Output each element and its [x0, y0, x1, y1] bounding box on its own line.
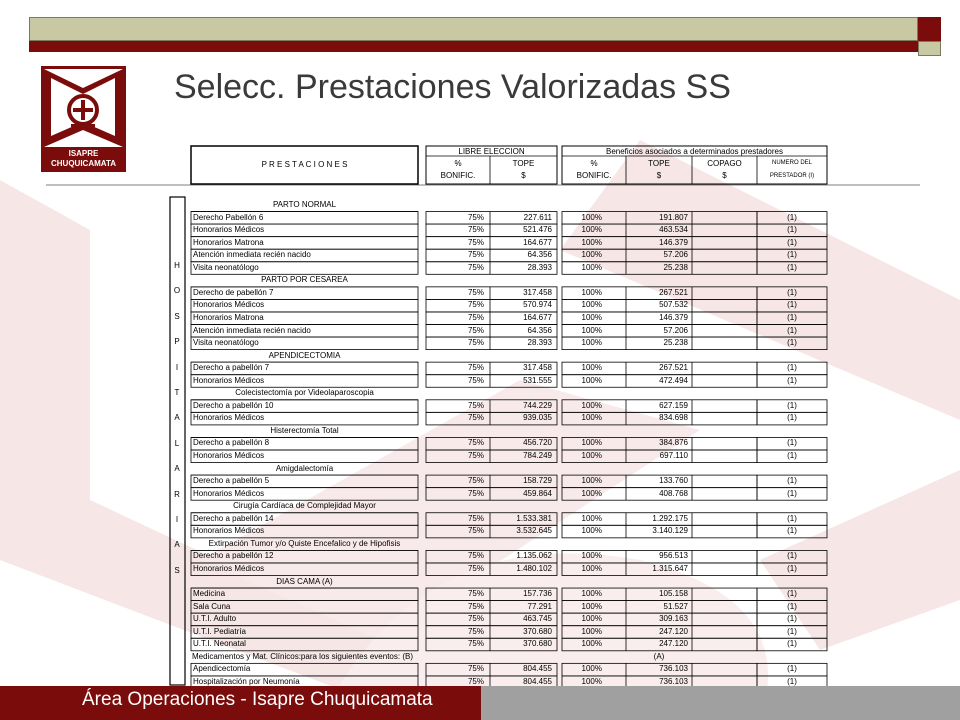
row-label: Visita neonatólogo	[193, 338, 259, 348]
row-numero: (1)	[787, 312, 797, 322]
row-numero: (1)	[787, 325, 797, 335]
row-label: Atención inmediata recién nacido	[193, 250, 311, 260]
row-pct-libre: 75%	[467, 413, 484, 423]
section-title: Amigdalectomía	[275, 463, 334, 473]
row-pct-libre: 75%	[467, 312, 484, 322]
row-pct-benef: 100%	[581, 563, 602, 573]
row-pct-libre: 75%	[467, 375, 484, 385]
row-pct-benef: 100%	[581, 476, 602, 486]
row-tope-libre: 370.680	[523, 626, 552, 636]
row-tope-libre: 28.393	[527, 262, 552, 272]
header-pct-a: %	[454, 159, 462, 168]
row-tope-libre: 28.393	[527, 338, 552, 348]
row-tope-benef: 267.521	[659, 363, 688, 373]
row-pct-benef: 100%	[581, 601, 602, 611]
row-numero: (1)	[787, 526, 797, 536]
row-numero: (1)	[787, 563, 797, 573]
row-pct-libre: 75%	[467, 563, 484, 573]
row-tope-libre: 463.745	[523, 614, 552, 624]
row-label: Derecho a pabellón 12	[193, 551, 274, 561]
row-tope-libre: 77.291	[527, 601, 552, 611]
row-numero: (1)	[787, 400, 797, 410]
row-pct-libre: 75%	[467, 400, 484, 410]
row-pct-benef: 100%	[581, 589, 602, 599]
header-bonific-a: BONIFIC.	[440, 171, 476, 180]
row-numero: (1)	[787, 250, 797, 260]
row-tope-benef: 1.315.647	[652, 563, 688, 573]
footer-text: Área Operaciones - Isapre Chuquicamata	[82, 689, 433, 710]
row-tope-benef: 736.103	[659, 676, 688, 686]
row-tope-libre: 64.356	[527, 250, 552, 260]
row-tope-libre: 317.458	[523, 287, 552, 297]
section-title: Cirugía Cardíaca de Complejidad Mayor	[233, 501, 376, 511]
row-pct-benef: 100%	[581, 338, 602, 348]
row-pct-benef: 100%	[581, 262, 602, 272]
row-pct-benef: 100%	[581, 237, 602, 247]
row-label: Derecho a pabellón 10	[193, 400, 274, 410]
row-pct-benef: 100%	[581, 513, 602, 523]
header-pct-b: %	[590, 159, 598, 168]
row-tope-benef: 3.140.129	[652, 526, 688, 536]
row-tope-benef: 57.206	[663, 325, 688, 335]
row-pct-benef: 100%	[581, 250, 602, 260]
row-pct-libre: 75%	[467, 338, 484, 348]
row-pct-libre: 75%	[467, 526, 484, 536]
row-label: Honorarios Médicos	[193, 300, 265, 310]
row-tope-benef: 408.768	[659, 488, 688, 498]
row-tope-libre: 804.455	[523, 664, 552, 674]
side-letter: A	[174, 540, 180, 550]
row-numero: (1)	[787, 476, 797, 486]
row-label: Honorarios Médicos	[193, 451, 265, 460]
side-letter: S	[174, 565, 180, 575]
row-pct-benef: 100%	[581, 287, 602, 297]
row-pct-libre: 75%	[467, 237, 484, 247]
footer-bar-right	[481, 686, 960, 720]
row-tope-libre: 521.476	[523, 225, 552, 235]
row-tope-benef: 247.120	[659, 626, 688, 636]
side-letter: O	[173, 286, 181, 296]
header-bonific-b: BONIFIC.	[576, 171, 612, 180]
row-label: Derecho a pabellón 14	[193, 513, 274, 523]
row-pct-libre: 75%	[467, 639, 484, 649]
row-tope-benef: 51.527	[663, 601, 688, 611]
row-pct-benef: 100%	[581, 413, 602, 423]
row-pct-benef: 100%	[581, 639, 602, 649]
row-label: Derecho de pabellón 7	[193, 287, 274, 297]
row-pct-libre: 75%	[467, 250, 484, 260]
header-prestador: PRESTADOR (I)	[769, 173, 815, 179]
note-flag: (A)	[653, 651, 665, 661]
header-prestaciones: P R E S T A C I O N E S	[261, 160, 348, 169]
section-title: Extirpación Tumor y/o Quiste Encefalico y de Hipofisis	[208, 538, 401, 548]
row-tope-benef: 25.238	[663, 338, 688, 348]
header-libre-eleccion: LIBRE ELECCION	[458, 147, 525, 156]
row-label: Apendicectomía	[193, 664, 251, 674]
row-tope-libre: 804.455	[523, 676, 552, 686]
row-tope-benef: 25.238	[663, 262, 688, 272]
row-label: Honorarios Matrona	[193, 237, 264, 247]
row-numero: (1)	[787, 601, 797, 611]
side-letter: T	[174, 388, 180, 397]
row-tope-benef: 247.120	[659, 639, 688, 649]
row-pct-benef: 100%	[581, 551, 602, 561]
row-pct-benef: 100%	[581, 488, 602, 498]
row-tope-benef: 463.534	[659, 225, 688, 235]
row-numero: (1)	[787, 212, 797, 222]
row-numero: (1)	[787, 589, 797, 599]
row-pct-libre: 75%	[467, 212, 484, 222]
row-pct-benef: 100%	[581, 300, 602, 310]
row-pct-libre: 75%	[467, 614, 484, 624]
row-tope-benef: 146.379	[659, 312, 688, 322]
row-label: U.T.I. Adulto	[193, 614, 237, 624]
side-letter: L	[174, 438, 180, 448]
row-label: Honorarios Médicos	[193, 375, 265, 385]
row-pct-benef: 100%	[581, 451, 602, 460]
row-label: Hospitalización por Neumonía	[193, 676, 300, 686]
row-numero: (1)	[787, 639, 797, 649]
row-tope-benef: 834.698	[659, 413, 688, 423]
row-numero: (1)	[787, 363, 797, 373]
side-letter: A	[174, 413, 180, 423]
row-tope-benef: 146.379	[659, 237, 688, 247]
row-tope-libre: 784.249	[523, 451, 552, 460]
row-label: Derecho a pabellón 8	[193, 438, 270, 448]
side-letter: I	[175, 362, 179, 372]
row-tope-libre: 570.974	[523, 300, 552, 310]
row-tope-libre: 157.736	[523, 589, 552, 599]
section-title: APENDICECTOMIA	[268, 350, 341, 360]
row-pct-libre: 75%	[467, 601, 484, 611]
row-numero: (1)	[787, 551, 797, 561]
row-label: Honorarios Médicos	[193, 563, 265, 573]
side-letter: P	[174, 337, 180, 347]
row-tope-libre: 1.480.102	[516, 563, 552, 573]
row-tope-libre: 939.035	[523, 413, 552, 423]
row-tope-benef: 697.110	[659, 451, 688, 460]
row-numero: (1)	[787, 375, 797, 385]
row-pct-libre: 75%	[467, 664, 484, 674]
section-title: PARTO POR CESAREA	[261, 275, 348, 285]
row-tope-libre: 1.533.381	[516, 513, 552, 523]
row-label: Honorarios Médicos	[193, 225, 265, 235]
row-label: Derecho a pabellón 7	[193, 363, 270, 373]
row-label: Honorarios Matrona	[193, 312, 264, 322]
row-label: Derecho a pabellón 5	[193, 476, 270, 486]
row-tope-libre: 227.611	[523, 212, 552, 222]
header-dollar-c: $	[722, 171, 727, 180]
row-tope-benef: 384.876	[659, 438, 688, 448]
row-pct-benef: 100%	[581, 400, 602, 410]
row-numero: (1)	[787, 413, 797, 423]
row-pct-libre: 75%	[467, 300, 484, 310]
row-pct-benef: 100%	[581, 212, 602, 222]
row-tope-libre: 164.677	[523, 237, 552, 247]
row-tope-libre: 164.677	[523, 312, 552, 322]
row-label: Honorarios Médicos	[193, 413, 265, 423]
row-tope-libre: 456.720	[523, 438, 552, 448]
row-pct-benef: 100%	[581, 325, 602, 335]
side-letter: H	[174, 261, 180, 270]
row-numero: (1)	[787, 488, 797, 498]
row-label: Honorarios Médicos	[193, 488, 265, 498]
row-label: Atención inmediata recién nacido	[193, 325, 311, 335]
page-title: Selecc. Prestaciones Valorizadas SS	[174, 68, 731, 106]
logo-line2: CHUQUICAMATA	[50, 159, 117, 168]
row-pct-benef: 100%	[581, 664, 602, 674]
row-tope-benef: 627.159	[659, 400, 688, 410]
row-pct-libre: 75%	[467, 476, 484, 486]
row-tope-libre: 158.729	[523, 476, 552, 486]
row-pct-libre: 75%	[467, 287, 484, 297]
row-pct-benef: 100%	[581, 363, 602, 373]
row-numero: (1)	[787, 664, 797, 674]
row-tope-benef: 267.521	[659, 287, 688, 297]
row-tope-benef: 105.158	[659, 589, 688, 599]
row-tope-libre: 1.135.062	[516, 551, 552, 561]
note-text: Medicamentos y Mat. Clínicos:para los siguientes eventos: (B)	[192, 651, 413, 661]
header-tope-a: TOPE	[512, 159, 535, 168]
row-numero: (1)	[787, 237, 797, 247]
row-numero: (1)	[787, 676, 797, 686]
row-label: Medicina	[193, 589, 226, 599]
row-pct-benef: 100%	[581, 225, 602, 235]
row-tope-libre: 459.864	[523, 488, 552, 498]
row-tope-benef: 736.103	[659, 664, 688, 674]
side-letter: A	[174, 464, 180, 474]
row-label: Sala Cuna	[193, 601, 231, 611]
row-tope-benef: 191.807	[659, 212, 688, 222]
row-numero: (1)	[787, 287, 797, 297]
row-tope-libre: 531.555	[523, 375, 552, 385]
row-tope-benef: 57.206	[663, 250, 688, 260]
section-title: PARTO NORMAL	[272, 200, 337, 209]
header-copago: COPAGO	[707, 159, 742, 168]
row-pct-benef: 100%	[581, 312, 602, 322]
row-tope-benef: 1.292.175	[652, 513, 688, 523]
row-numero: (1)	[787, 451, 797, 460]
side-letter: S	[174, 311, 180, 321]
row-pct-libre: 75%	[467, 513, 484, 523]
header-tope-b: TOPE	[648, 159, 670, 168]
row-pct-libre: 75%	[467, 325, 484, 335]
row-pct-libre: 75%	[467, 551, 484, 561]
row-label: U.T.I. Pediatría	[193, 626, 246, 636]
row-numero: (1)	[787, 338, 797, 348]
row-numero: (1)	[787, 438, 797, 448]
row-pct-libre: 75%	[467, 488, 484, 498]
row-pct-libre: 75%	[467, 451, 484, 460]
header-numero: NUMERO DEL	[771, 160, 812, 166]
row-numero: (1)	[787, 300, 797, 310]
row-pct-libre: 75%	[467, 626, 484, 636]
row-label: Visita neonatólogo	[193, 262, 259, 272]
row-numero: (1)	[787, 614, 797, 624]
row-pct-benef: 100%	[581, 375, 602, 385]
section-title: DIAS CAMA (A)	[276, 576, 333, 586]
row-tope-libre: 64.356	[527, 325, 552, 335]
row-pct-benef: 100%	[581, 438, 602, 448]
row-tope-libre: 317.458	[523, 363, 552, 373]
row-tope-benef: 133.760	[659, 476, 688, 486]
logo-line1: ISAPRE	[68, 149, 99, 158]
row-tope-benef: 309.163	[659, 614, 688, 624]
row-tope-libre: 370.680	[523, 639, 552, 649]
section-title: Colecistectomía por Videolaparoscopia	[235, 388, 374, 398]
header-dollar-a: $	[521, 171, 526, 180]
section-title: Histerectomía Total	[270, 425, 339, 435]
header-dollar-b: $	[656, 171, 662, 180]
row-tope-benef: 507.532	[659, 300, 688, 310]
grid-box	[191, 588, 418, 601]
row-label: Honorarios Médicos	[193, 526, 265, 536]
side-letter: R	[174, 489, 180, 499]
row-pct-libre: 75%	[467, 589, 484, 599]
row-pct-benef: 100%	[581, 614, 602, 624]
row-numero: (1)	[787, 513, 797, 523]
row-tope-libre: 744.229	[523, 400, 552, 410]
row-pct-benef: 100%	[581, 626, 602, 636]
row-pct-libre: 75%	[467, 262, 484, 272]
row-numero: (1)	[787, 262, 797, 272]
row-pct-benef: 100%	[581, 676, 602, 686]
row-pct-libre: 75%	[467, 438, 484, 448]
row-label: U.T.I. Neonatal	[193, 639, 246, 649]
row-tope-libre: 3.532.645	[516, 526, 552, 536]
row-numero: (1)	[787, 626, 797, 636]
row-tope-benef: 472.494	[659, 375, 688, 385]
row-pct-libre: 75%	[467, 676, 484, 686]
row-pct-libre: 75%	[467, 225, 484, 235]
side-letter: I	[175, 515, 179, 524]
row-pct-benef: 100%	[581, 526, 602, 536]
header-beneficios: Beneficios asociados a determinados prestadores	[606, 147, 783, 156]
row-numero: (1)	[787, 225, 797, 235]
row-label: Derecho Pabellón 6	[193, 212, 264, 222]
row-pct-libre: 75%	[467, 363, 484, 373]
row-tope-benef: 956.513	[659, 551, 688, 561]
